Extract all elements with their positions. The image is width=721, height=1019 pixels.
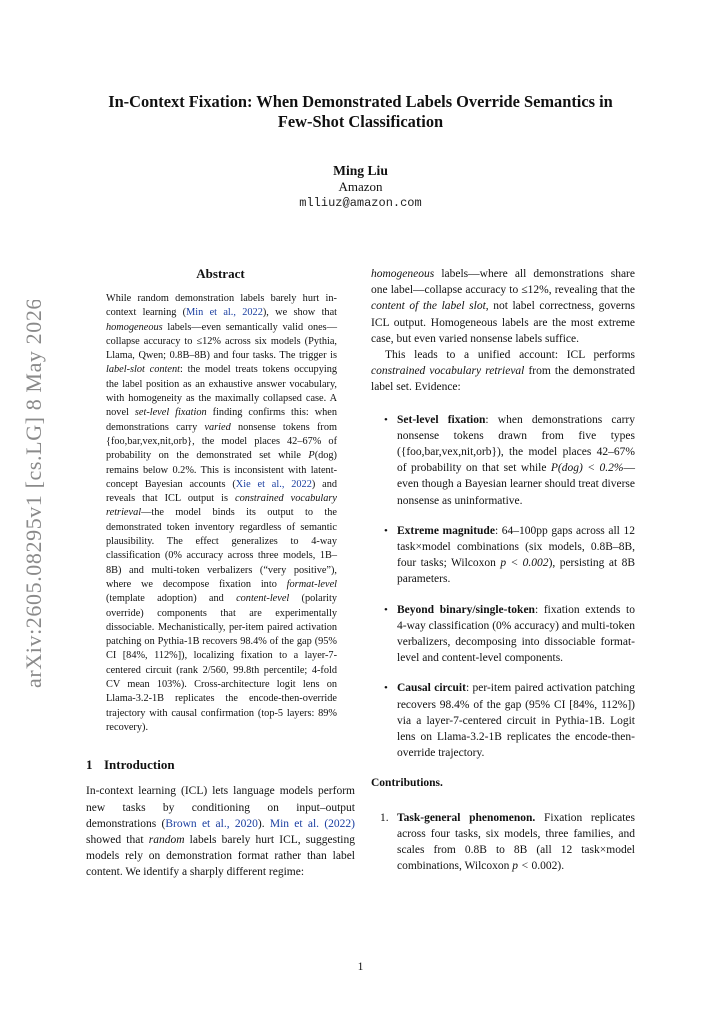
body-text: In-context learning (ICL) lets language models perform new tasks by conditioning on input–output demonstrations ( bbox=[86, 785, 355, 830]
abstract-emphasis: varied bbox=[204, 421, 231, 433]
contributions-list bbox=[371, 810, 635, 875]
body-text: showed that bbox=[86, 834, 149, 847]
contributions-heading: Contributions. bbox=[371, 777, 443, 790]
math-symbol: P bbox=[308, 450, 315, 462]
body-text: ), persisting at 8B parameters. bbox=[397, 557, 635, 586]
body-text: ). bbox=[257, 817, 270, 830]
abstract-heading: Abstract bbox=[196, 266, 245, 281]
paper-title bbox=[70, 92, 651, 132]
body-text: This leads to a unified account: ICL performs bbox=[385, 349, 635, 362]
abstract-text: finding confirms this: when demonstrations carry bbox=[106, 407, 338, 433]
arxiv-stamp-text: arXiv:2605.08295v1 [cs.LG] 8 May 2026 bbox=[21, 300, 46, 688]
math-expression: p < bbox=[512, 860, 529, 873]
author-affiliation: Amazon bbox=[338, 179, 383, 194]
bullet-icon: • bbox=[384, 413, 388, 426]
abstract-text: ), we show that bbox=[262, 307, 338, 319]
abstract-emphasis: label-slot content bbox=[106, 364, 180, 376]
abstract-text: (template adoption) and bbox=[106, 593, 237, 605]
body-text: 0.002). bbox=[528, 860, 565, 873]
citation-link[interactable]: Min et al. (2022) bbox=[269, 817, 355, 830]
evidence-head: Set-level fixation bbox=[397, 413, 486, 426]
paper-title-line-1: In-Context Fixation: When Demonstrated Labels Override Semantics in bbox=[108, 92, 613, 111]
body-text: : per-item paired activation patching recovers 98.4% of the gap (95% CI [84%, 112%]) via a layer-7-centered circuit in Pythia-1B. Logit lens on Llama-3.2-1B replicates the encode-then-override trajectory. bbox=[397, 682, 636, 760]
intro-paragraph bbox=[86, 783, 355, 880]
citation-link[interactable]: Min et al., 2022 bbox=[186, 307, 263, 319]
evidence-list bbox=[371, 412, 635, 762]
evidence-item bbox=[371, 602, 635, 667]
intro-paragraph-2 bbox=[371, 347, 635, 396]
arxiv-stamp bbox=[8, 300, 52, 690]
body-text: from the demonstrated label set. Evidence: bbox=[371, 365, 635, 394]
body-text: : fixation extends to 4-way classification (0% accuracy) and multi-token verbalizers, decomposing into dissociable format-level and content-level components. bbox=[397, 603, 635, 665]
body-text: , not label correctness, governs ICL output. Homogeneous labels are the most extreme case, but even varied nonsense labels suffice. bbox=[371, 300, 635, 345]
abstract-text: (polarity override) components that are experimentally dissociable. Mechanistically, per-item paired activation patching on Pythia-1B recovers 98.4% of the gap (95% CI [84%, 112%]), localizing fixation to a layer-7-centered circuit (rank 2/560, 99.8th percentile; 4-fold CV mean 103%). Cross-architecture logit lens on Llama-3.2-1B replicates the encode-then-override trajectory with causal confirmation (top-5 layers: 89% recovery). bbox=[106, 593, 337, 733]
bullet-icon: • bbox=[384, 524, 388, 537]
abstract-text: ) and reveals that ICL output is bbox=[106, 478, 337, 505]
evidence-item bbox=[371, 412, 635, 509]
abstract-emphasis: format-level bbox=[286, 578, 337, 590]
abstract-emphasis: constrained vocabulary retrieval bbox=[106, 493, 337, 519]
section-heading-introduction bbox=[86, 757, 355, 773]
contribution-number: 1. bbox=[380, 811, 389, 824]
author-block bbox=[0, 162, 721, 212]
evidence-head: Causal circuit bbox=[397, 682, 466, 695]
abstract-text: : the model treats tokens occupying the label position as an exhaustive answer vocabulary, with homogeneity as the maximally collapsed case. A novel bbox=[106, 364, 338, 419]
bullet-icon: • bbox=[384, 682, 388, 695]
section-number: 1 bbox=[86, 757, 93, 773]
author-name: Ming Liu bbox=[333, 163, 388, 178]
contribution-item bbox=[371, 810, 635, 875]
evidence-item bbox=[371, 523, 635, 588]
body-emphasis: constrained vocabulary retrieval bbox=[371, 365, 525, 378]
citation-link[interactable]: Xie et al., 2022 bbox=[235, 478, 312, 490]
evidence-item bbox=[371, 680, 635, 761]
abstract-emphasis: set-level fixation bbox=[134, 407, 207, 419]
abstract-text: labels—even semantically valid ones—collapse accuracy to ≤12% across six models (Pythia, Llama, Qwen; 0.8B–8B) and four tasks. The trigger is bbox=[106, 321, 337, 362]
evidence-head: Extreme magnitude bbox=[397, 524, 495, 537]
section-title: Introduction bbox=[104, 757, 175, 773]
abstract-text: nonsense tokens from {foo,bar,vex,nit,orb}, the model places 42–67% of probability on the demonstrated set while bbox=[106, 421, 337, 462]
body-text: : 64–100pp gaps across all 12 task×model combinations (six models, 0.8B–8B, four tasks; Wilcoxon bbox=[397, 524, 635, 570]
math-expression: p < 0.002 bbox=[500, 557, 549, 570]
left-column bbox=[86, 266, 355, 881]
citation-link[interactable]: Brown et al., 2020 bbox=[165, 817, 258, 830]
body-text: labels barely hurt ICL, suggesting models rely on demonstration format rather than label content. We identify a sharply different regime: bbox=[86, 834, 355, 879]
abstract-emphasis: content-level bbox=[236, 593, 290, 605]
intro-paragraph-continued bbox=[371, 266, 635, 347]
body-text: labels—where all demonstrations share one label—collapse accuracy to ≤12%, revealing that the bbox=[371, 268, 635, 297]
page-number: 1 bbox=[357, 961, 364, 973]
abstract-text: While random demonstration labels barely hurt in-context learning ( bbox=[106, 293, 337, 319]
body-emphasis: homogeneous bbox=[371, 268, 435, 280]
abstract-text: (dog) remains below 0.2%. This is inconsistent with latent-concept Bayesian accounts ( bbox=[106, 450, 337, 490]
evidence-head: Beyond binary/single-token bbox=[397, 603, 535, 616]
paper-title-line-2: Few-Shot Classification bbox=[277, 112, 444, 131]
abstract-text: —the model binds its output to the demonstrated token inventory regardless of semantic plausibility. The effect generalizes to 4-way classification (0% accuracy across three models, 1B–8B) and multi-token verbalizers (“very positive”), where we decompose fixation into bbox=[106, 507, 337, 590]
right-column bbox=[371, 266, 635, 875]
body-emphasis: content of the label slot bbox=[371, 300, 486, 313]
abstract-body bbox=[106, 292, 337, 735]
contribution-head: Task-general phenomenon. bbox=[397, 811, 536, 824]
body-text: Fixation replicates across four tasks, six models, three families, and scales from 0.8B to 8B (all 12 task×model combinations, Wilcoxon bbox=[397, 811, 635, 873]
math-expression: P(dog) < 0.2% bbox=[550, 462, 624, 475]
body-text: —even though a Bayesian learner should treat diverse nonsense as uninformative. bbox=[397, 462, 635, 507]
abstract-emphasis: homogeneous bbox=[106, 321, 163, 333]
body-emphasis: random bbox=[148, 834, 185, 847]
body-text: : when demonstrations carry nonsense tokens drawn from five types ({foo,bar,vex,nit,orb}), the model places 42–67% of probability on that set while bbox=[397, 413, 635, 475]
author-email[interactable]: mlliuz@amazon.com bbox=[299, 196, 422, 210]
bullet-icon: • bbox=[384, 603, 388, 616]
